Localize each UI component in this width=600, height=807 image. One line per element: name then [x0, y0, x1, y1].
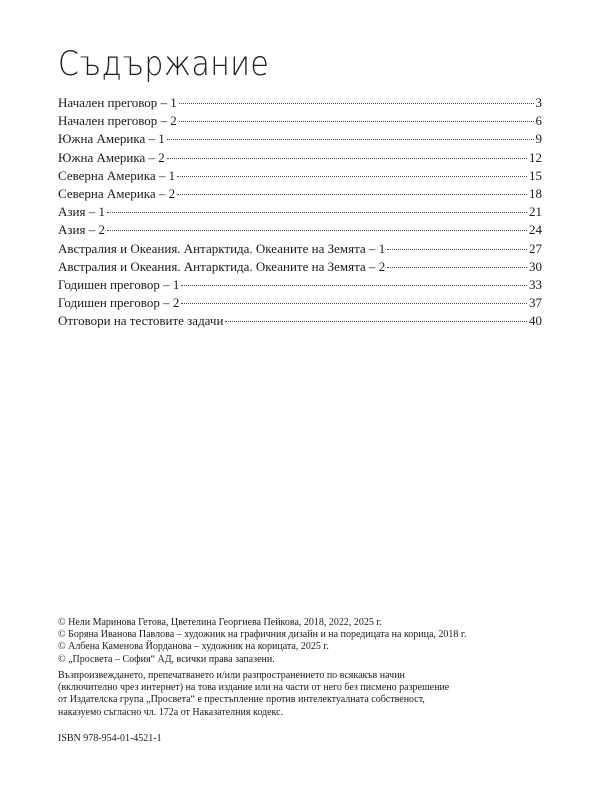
- toc-leader-dots: [179, 103, 534, 104]
- copyright-line: © Албена Каменова Йорданова – художник на корицата, 2025 г.: [58, 641, 329, 653]
- toc-leader-dots: [387, 249, 527, 250]
- legal-notice-line: от Издателска група „Просвета“ е престъпление против интелектуалната собственост,: [58, 694, 425, 706]
- toc-entry-label: Австралия и Океания. Антарктида. Океаните на Земята – 1: [58, 240, 386, 256]
- toc-entry-label: Годишен преговор – 2: [58, 295, 180, 311]
- toc-entry-label: Австралия и Океания. Антарктида. Океаните на Земята – 2: [58, 258, 386, 274]
- toc-entry-label: Азия – 2: [58, 222, 105, 238]
- toc-entry-label: Начален преговор – 2: [58, 113, 177, 129]
- legal-notice-line: наказуемо съгласно чл. 172а от Наказателния кодекс.: [58, 706, 284, 718]
- toc-entry[interactable]: [58, 312, 542, 330]
- toc-leader-dots: [107, 230, 527, 231]
- toc-leader-dots: [177, 194, 527, 195]
- toc-entry[interactable]: [58, 112, 542, 130]
- toc-entry-page: 24: [529, 222, 542, 238]
- toc-leader-dots: [177, 176, 527, 177]
- toc-entry-label: Северна Америка – 2: [58, 185, 176, 201]
- toc-entry[interactable]: [58, 167, 542, 185]
- legal-notice-line: Възпроизвеждането, препечатването и/или разпространението по всякакъв начин: [58, 670, 405, 681]
- toc-entry-page: 40: [529, 313, 542, 329]
- toc-entry-label: Южна Америка – 1: [58, 131, 165, 147]
- toc-entry[interactable]: [58, 130, 542, 148]
- toc-entry-page: 9: [535, 131, 542, 147]
- toc-entry-label: Северна Америка – 1: [58, 167, 176, 183]
- toc-entry-page: 37: [529, 295, 542, 311]
- toc-entry-page: 12: [529, 149, 542, 165]
- toc-leader-dots: [167, 139, 534, 140]
- toc-entry-page: 3: [535, 95, 542, 110]
- legal-notice-line: (включително чрез интернет) на това издание или на части от него без писмено разрешение: [58, 682, 450, 694]
- toc-entry[interactable]: [58, 94, 542, 112]
- isbn: ISBN 978-954-01-4521-1: [58, 733, 162, 744]
- toc-entry-page: 18: [529, 185, 542, 201]
- toc-entry-page: 33: [529, 276, 542, 292]
- toc-entry-page: 15: [529, 167, 542, 183]
- toc-entry-page: 6: [535, 113, 542, 129]
- toc-entry-page: 21: [529, 204, 542, 220]
- toc-leader-dots: [181, 303, 527, 304]
- toc-entry-label: Азия – 1: [58, 204, 105, 220]
- copyright-line: © Нели Маринова Гетова, Цветелина Георгиева Пейкова, 2018, 2022, 2025 г.: [58, 617, 382, 628]
- toc-leader-dots: [179, 121, 534, 122]
- page-title: Съдържание: [58, 44, 270, 84]
- toc-entry-page: 27: [529, 240, 542, 256]
- toc-entry[interactable]: [58, 240, 542, 258]
- toc-entry-label: Годишен преговор – 1: [58, 276, 180, 292]
- toc-leader-dots: [225, 321, 527, 322]
- legal-notice: [58, 670, 542, 719]
- toc-entry-label: Отговори на тестовите задачи: [58, 313, 224, 329]
- copyright-block: [58, 617, 542, 666]
- copyright-line: © Боряна Иванова Павлова – художник на графичния дизайн и на поредицата на корица, 2018 г.: [58, 629, 467, 641]
- copyright-line: © „Просвета – София“ АД, всички права запазени.: [58, 653, 275, 665]
- toc-leader-dots: [387, 267, 527, 268]
- toc-entry-page: 30: [529, 258, 542, 274]
- toc-entry[interactable]: [58, 276, 542, 294]
- toc-entry[interactable]: [58, 221, 542, 239]
- toc-entry[interactable]: [58, 258, 542, 276]
- toc-entry[interactable]: [58, 149, 542, 167]
- toc-entry[interactable]: [58, 203, 542, 221]
- toc-entry-label: Южна Америка – 2: [58, 149, 165, 165]
- toc-entry-label: Начален преговор – 1: [58, 95, 177, 110]
- toc-leader-dots: [107, 212, 527, 213]
- table-of-contents: [58, 94, 542, 330]
- toc-entry[interactable]: [58, 294, 542, 312]
- toc-entry[interactable]: [58, 185, 542, 203]
- toc-leader-dots: [181, 285, 527, 286]
- toc-leader-dots: [167, 158, 527, 159]
